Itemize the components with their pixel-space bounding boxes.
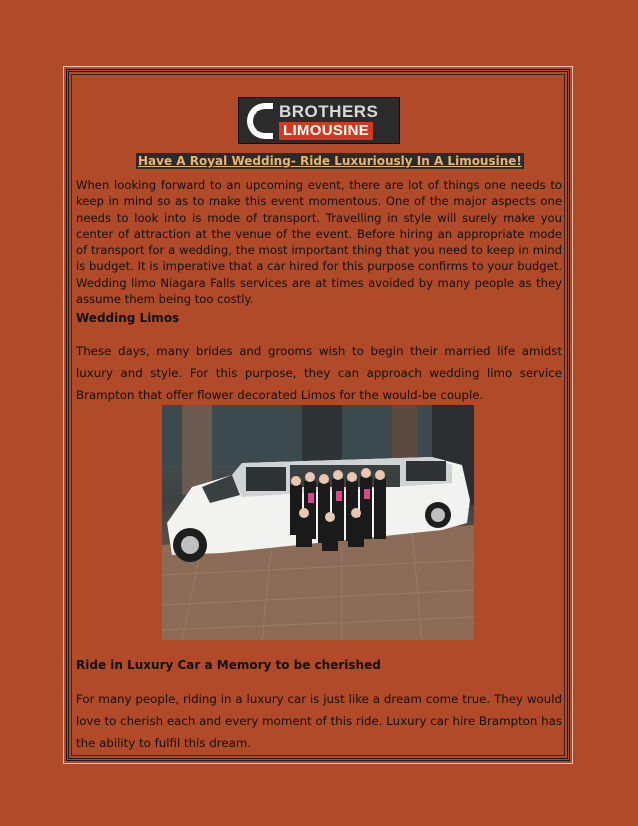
luxury-car-paragraph: For many people, riding in a luxury car is just like a dream come true. They would love to cherish each and every moment of this ride. Luxury car hire Brampton has the ability to fulfil this dream. [76,692,562,750]
wedding-limos-paragraph: These days, many brides and grooms wish to begin their married life amidst luxury and style. For this purpose, they can approach wedding limo service Brampton that offer flower decorated Limos for the would-be couple. [76,344,562,402]
logo-line1: BROTHERS [279,102,379,121]
limousine-photo [162,405,474,640]
logo-line2: LIMOUSINE [279,122,373,140]
page-title: Have A Royal Wedding- Ride Luxuriously In A Limousine! [138,154,522,168]
logo-c-mark-icon [247,103,273,139]
section-heading-luxury-car: Ride in Luxury Car a Memory to be cherished [76,658,381,672]
section-heading-wedding-limos: Wedding Limos [76,311,180,325]
limousine-photo-illustration [162,405,474,640]
intro-paragraph: When looking forward to an upcoming event, there are lot of things one needs to keep in mind so as to make this event momentous. One of the major aspects one needs to look into is mode of transport. Travelling in style will surely make you center of attraction at the venue of the event. Before hiring an appropriate mode of transport for a wedding, the most important thing that you need to keep in mind is budget. It is imperative that a car hired for this purpose confirms to your budget. Wedding limo Niagara Falls services are at times avoided by many people as they assume them being too costly. [76,178,562,307]
brothers-limousine-logo [238,97,400,144]
